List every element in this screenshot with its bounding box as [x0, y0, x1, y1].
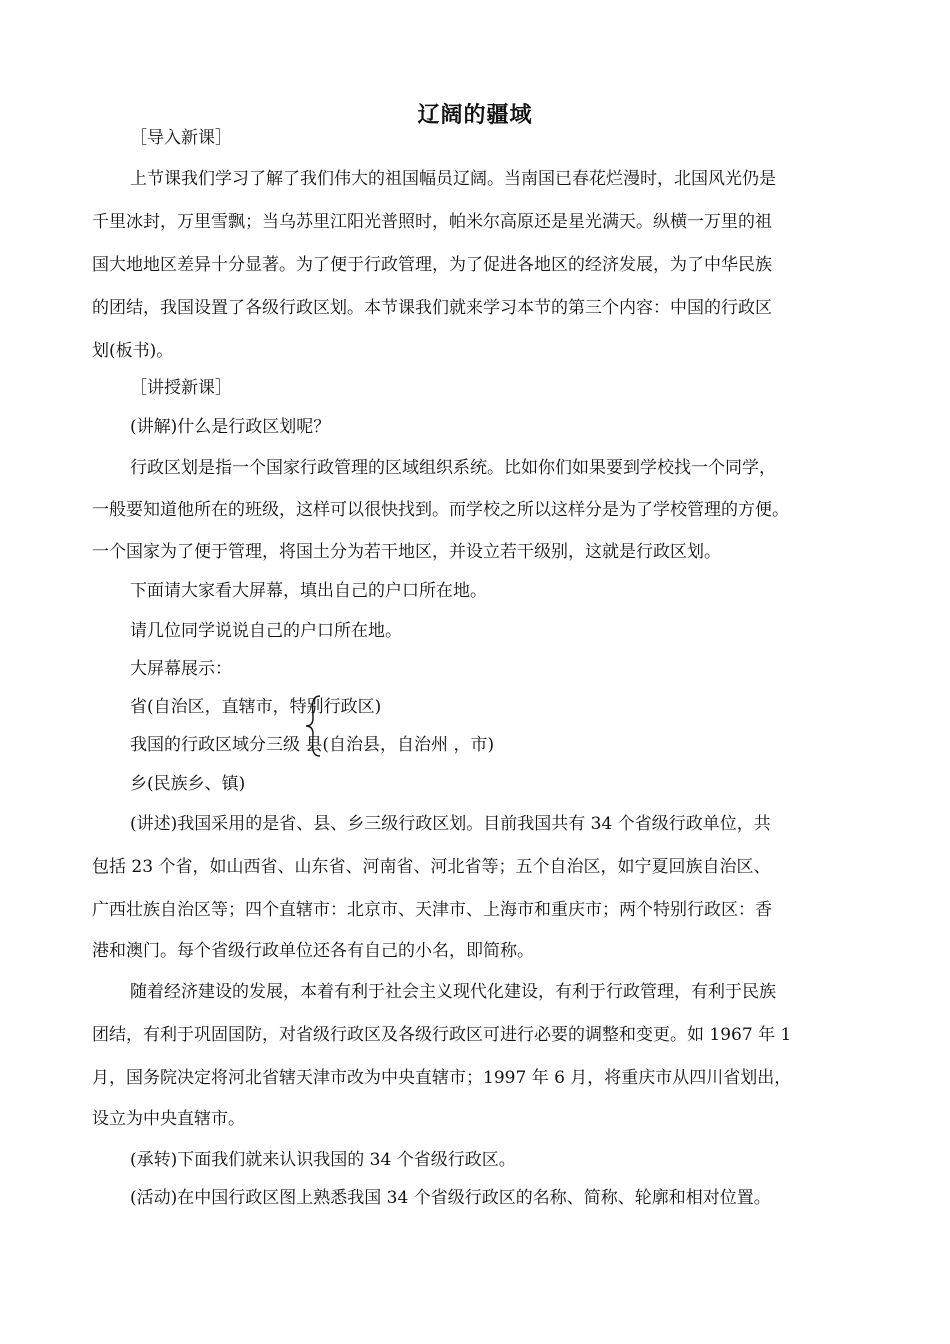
- paragraph-line: (讲解)什么是行政区划呢？: [130, 417, 331, 437]
- paragraph-line: 设立为中央直辖市。: [92, 1109, 245, 1129]
- paragraph-line: 广西壮族自治区等；四个直辖市：北京市、天津市、上海市和重庆市；两个特别行政区：香: [92, 900, 772, 920]
- document-title: 辽阔的疆域: [417, 103, 533, 128]
- division-level-township: 乡(民族乡、镇): [130, 774, 246, 794]
- section-heading-new-lesson: ［讲授新课］: [130, 378, 232, 398]
- paragraph-line: 上节课我们学习了解了我们伟大的祖国幅员辽阔。当南国已春花烂漫时，北国风光仍是: [130, 169, 776, 189]
- paragraph-line: 一个国家为了便于管理，将国土分为若干地区，并设立若干级别，这就是行政区划。: [92, 542, 721, 562]
- division-level-county: 我国的行政区域分三级 县(自治县，自治州 ，市): [130, 735, 495, 755]
- paragraph-line: 月，国务院决定将河北省辖天津市改为中央直辖市；1997 年 6 月，将重庆市从四川省划出，: [92, 1068, 792, 1088]
- paragraph-line: 团结，有利于巩固国防，对省级行政区及各级行政区可进行必要的调整和变更。如 1967 年 1: [92, 1025, 792, 1045]
- paragraph-line: 千里冰封，万里雪飘；当乌苏里江阳光普照时，帕米尔高原还是星光满天。纵横一万里的祖: [92, 212, 772, 232]
- paragraph-line: 请几位同学说说自己的户口所在地。: [130, 621, 402, 641]
- paragraph-line: 行政区划是指一个国家行政管理的区域组织系统。比如你们如果要到学校找一个同学，: [130, 458, 776, 478]
- paragraph-line: 一般要知道他所在的班级，这样可以很快找到。而学校之所以这样分是为了学校管理的方便。: [92, 500, 789, 520]
- paragraph-line: (承转)下面我们就来认识我国的 34 个省级行政区。: [130, 1150, 516, 1170]
- division-level-province: 省(自治区，直辖市，特别行政区): [130, 697, 382, 717]
- paragraph-line: 包括 23 个省，如山西省、山东省、河南省、河北省等；五个自治区，如宁夏回族自治区、: [92, 857, 771, 877]
- paragraph-line: (讲述)我国采用的是省、县、乡三级行政区划。目前我国共有 34 个省级行政单位，共: [130, 814, 771, 834]
- paragraph-line: 随着经济建设的发展，本着有利于社会主义现代化建设，有利于行政管理，有利于民族: [130, 982, 776, 1002]
- paragraph-line: 划(板书)。: [92, 341, 174, 361]
- section-heading-intro: ［导入新课］: [130, 128, 232, 148]
- paragraph-line: 国大地地区差异十分显著。为了便于行政管理，为了促进各地区的经济发展，为了中华民族: [92, 255, 772, 275]
- paragraph-line: 港和澳门。每个省级行政单位还各有自己的小名，即简称。: [92, 941, 534, 961]
- paragraph-line: 的团结，我国设置了各级行政区划。本节课我们就来学习本节的第三个内容：中国的行政区: [92, 298, 772, 318]
- paragraph-line: (活动)在中国行政区图上熟悉我国 34 个省级行政区的名称、简称、轮廓和相对位置。: [130, 1188, 771, 1208]
- paragraph-line: 大屏幕展示：: [130, 659, 232, 679]
- brace-icon: [300, 694, 328, 758]
- paragraph-line: 下面请大家看大屏幕，填出自己的户口所在地。: [130, 581, 487, 601]
